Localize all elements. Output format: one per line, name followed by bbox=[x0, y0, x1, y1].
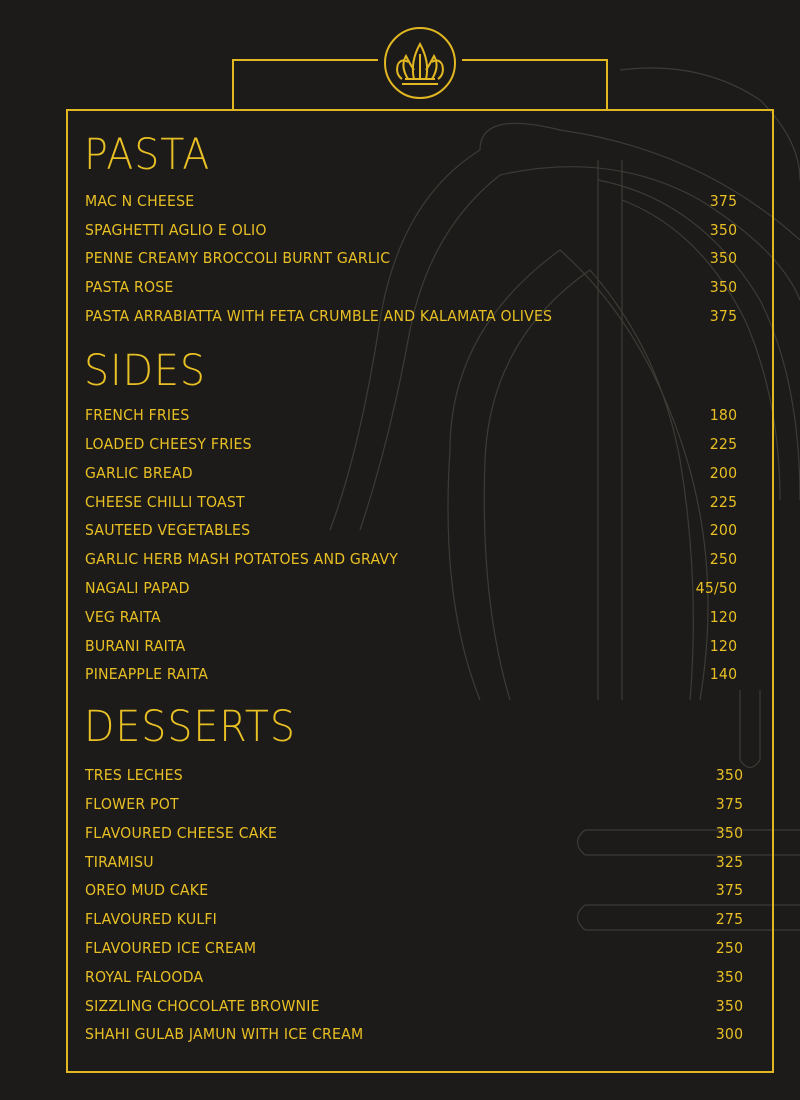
item-price: 375 bbox=[709, 307, 737, 325]
section-title-pasta: PASTA bbox=[84, 130, 211, 180]
item-price: 120 bbox=[709, 637, 737, 655]
section-title-sides: SIDES bbox=[84, 346, 206, 396]
menu-item: PASTA ARRABIATTA WITH FETA CRUMBLE AND KALAMATA OLIVES 375 bbox=[85, 307, 737, 325]
menu-item: GARLIC BREAD 200 bbox=[85, 464, 737, 482]
item-price: 250 bbox=[715, 939, 743, 957]
menu-item: FLAVOURED CHEESE CAKE 350 bbox=[85, 824, 743, 842]
menu-item: GARLIC HERB MASH POTATOES AND GRAVY 250 bbox=[85, 550, 737, 568]
menu-item: OREO MUD CAKE 375 bbox=[85, 881, 743, 899]
item-price: 200 bbox=[709, 521, 737, 539]
menu-item: SIZZLING CHOCOLATE BROWNIE 350 bbox=[85, 997, 743, 1015]
menu-item: CHEESE CHILLI TOAST 225 bbox=[85, 493, 737, 511]
item-price: 250 bbox=[709, 550, 737, 568]
item-price: 350 bbox=[715, 968, 743, 986]
section-title-desserts: DESSERTS bbox=[84, 702, 296, 752]
crown-emblem-icon bbox=[230, 26, 610, 116]
menu-item: TIRAMISU 325 bbox=[85, 853, 743, 871]
menu-item: SHAHI GULAB JAMUN WITH ICE CREAM 300 bbox=[85, 1025, 743, 1043]
item-price: 350 bbox=[709, 249, 737, 267]
menu-item: ROYAL FALOODA 350 bbox=[85, 968, 743, 986]
menu-item: NAGALI PAPAD 45/50 bbox=[85, 579, 737, 597]
menu-item: SPAGHETTI AGLIO E OLIO 350 bbox=[85, 221, 737, 239]
menu-item: FLOWER POT 375 bbox=[85, 795, 743, 813]
item-price: 275 bbox=[715, 910, 743, 928]
item-price: 350 bbox=[709, 278, 737, 296]
logo-header bbox=[230, 26, 610, 116]
item-price: 225 bbox=[709, 435, 737, 453]
item-price: 350 bbox=[715, 824, 743, 842]
menu-item: MAC N CHEESE 375 bbox=[85, 192, 737, 210]
item-price: 375 bbox=[715, 795, 743, 813]
item-price: 375 bbox=[715, 881, 743, 899]
menu-item: PASTA ROSE 350 bbox=[85, 278, 737, 296]
menu-item: PINEAPPLE RAITA 140 bbox=[85, 665, 737, 683]
item-price: 200 bbox=[709, 464, 737, 482]
item-price: 140 bbox=[709, 665, 737, 683]
menu-item: FRENCH FRIES 180 bbox=[85, 406, 737, 424]
item-price: 350 bbox=[715, 997, 743, 1015]
menu-item: FLAVOURED KULFI 275 bbox=[85, 910, 743, 928]
item-price: 350 bbox=[715, 766, 743, 784]
menu-item: LOADED CHEESY FRIES 225 bbox=[85, 435, 737, 453]
menu-item: SAUTEED VEGETABLES 200 bbox=[85, 521, 737, 539]
menu-item: FLAVOURED ICE CREAM 250 bbox=[85, 939, 743, 957]
item-price: 180 bbox=[709, 406, 737, 424]
item-price: 300 bbox=[715, 1025, 743, 1043]
item-price: 375 bbox=[709, 192, 737, 210]
menu-item: TRES LECHES 350 bbox=[85, 766, 743, 784]
item-price: 225 bbox=[709, 493, 737, 511]
menu-item: PENNE CREAMY BROCCOLI BURNT GARLIC 350 bbox=[85, 249, 737, 267]
item-price: 350 bbox=[709, 221, 737, 239]
menu-item: BURANI RAITA 120 bbox=[85, 637, 737, 655]
item-price: 325 bbox=[715, 853, 743, 871]
item-price: 120 bbox=[709, 608, 737, 626]
menu-item: VEG RAITA 120 bbox=[85, 608, 737, 626]
item-price: 45/50 bbox=[695, 579, 737, 597]
